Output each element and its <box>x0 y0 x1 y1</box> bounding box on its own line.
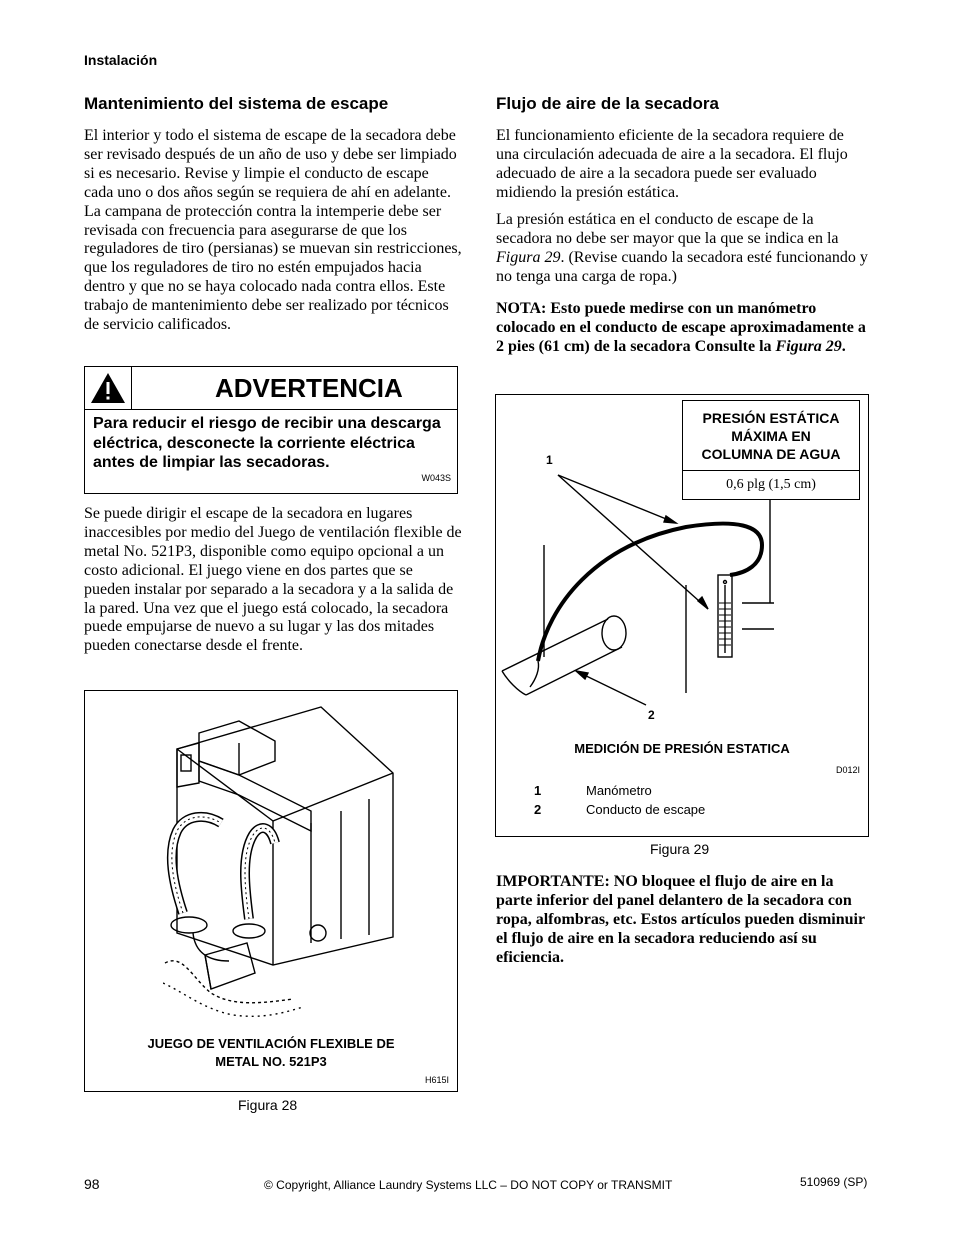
note-text-a: NOTA: Esto puede medirse con un manómetro colocado en el conducto de escape aproximadamente a 2 pies (61 cm) de la secadora Consulte la <box>496 300 866 355</box>
note-paragraph <box>496 300 870 357</box>
warning-title: ADVERTENCIA <box>215 373 403 403</box>
pressure-measurement-diagram <box>496 395 868 735</box>
figure-28-caption-line1: JUEGO DE VENTILACIÓN FLEXIBLE DE <box>147 1036 395 1051</box>
important-paragraph: IMPORTANTE: NO bloquee el flujo de aire en la parte inferior del panel delantero de la secadora con ropa, alfombras, etc. Estos artículos pueden disminuir el flujo de aire en la secadora reduciendo así su eficiencia. <box>496 873 865 966</box>
callout-1: 1 <box>546 453 553 467</box>
airflow-paragraph-1: El funcionamiento eficiente de la secadora requiere de una circulación adecuada de aire a la secadora. El flujo adecuado de aire a la secadora puede ser evaluado midiendo la presión estática. <box>496 127 848 201</box>
figure-28-code: H615I <box>424 1075 449 1085</box>
legend-item-number: 1 <box>534 783 542 798</box>
figure-29-legend <box>534 781 705 819</box>
warning-box <box>84 366 458 494</box>
pressure-table-header-line2: MÁXIMA EN <box>731 428 811 444</box>
figure-28 <box>84 690 458 1092</box>
figure-29 <box>495 394 869 837</box>
figure-29-title: MEDICIÓN DE PRESIÓN ESTATICA <box>574 741 790 756</box>
figure-29-label: Figura 29 <box>650 841 710 857</box>
legend-item-number: 2 <box>534 802 542 817</box>
warning-text: Para reducir el riesgo de recibir una descarga eléctrica, desconecte la corriente eléctrica antes de limpiar las secadoras. <box>93 415 441 471</box>
note-text-b: . <box>841 337 846 355</box>
dryer-vent-kit-illustration <box>163 703 403 1019</box>
section-label: Instalación <box>84 52 158 68</box>
legend-item <box>534 781 705 800</box>
maintenance-heading: Mantenimiento del sistema de escape <box>84 94 389 113</box>
vent-kit-paragraph: Se puede dirigir el escape de la secadora en lugares inaccesibles por medio del Juego de ventilación flexible de metal No. 521P3, disponible como equipo opcional a un costo adicional. El juego viene en dos partes que se pueden instalar por separado a la secadora y a la salida de la pared. Una vez que el juego está colocado, la secadora puede empujarse de nuevo a su lugar y las dos mitades pueden conectarse desde el frente. <box>84 505 462 655</box>
warning-code: W043S <box>421 473 451 483</box>
maintenance-paragraph: El interior y todo el sistema de escape de la secadora debe ser revisado después de un año de uso y debe ser limpiado si es necesario. Revise y limpie el conducto de escape cada uno o dos años según se requiera de ahí en adelante. La campana de protección contra la intemperie debe ser revisada con frecuencia para asegurarse de que los reguladores de tiro (persianas) se muevan sin restricciones, que los reguladores de tiro no estén empujados hacia dentro y que no se haya colocado nada contra ellos. Este trabajo de mantenimiento debe ser realizado por técnicos de servicio calificados. <box>84 127 462 334</box>
pressure-table-header-line1: PRESIÓN ESTÁTICA <box>702 410 840 426</box>
figure-28-caption-line2: METAL NO. 521P3 <box>215 1054 327 1069</box>
document-number: 510969 (SP) <box>800 1175 868 1189</box>
warning-icon <box>85 367 132 409</box>
page-number: 98 <box>84 1176 100 1192</box>
note-figure-reference: Figura 29 <box>775 337 842 355</box>
pressure-table-header-line3: COLUMNA DE AGUA <box>701 446 841 462</box>
figure-29-reference: Figura 29 <box>496 248 561 266</box>
legend-item <box>534 800 705 819</box>
airflow-heading: Flujo de aire de la secadora <box>496 94 719 113</box>
copyright-notice: © Copyright, Alliance Laundry Systems LLC – DO NOT COPY or TRANSMIT <box>264 1178 673 1192</box>
warning-header <box>85 367 457 410</box>
legend-item-text: Manómetro <box>586 783 652 798</box>
figure-29-code: D012I <box>835 765 860 775</box>
figure-28-caption <box>85 1035 457 1071</box>
airflow-paragraph-2-text-a: La presión estática en el conducto de escape de la secadora no debe ser mayor que la que se indica en la <box>496 211 839 247</box>
callout-2: 2 <box>648 708 655 722</box>
airflow-paragraph-2 <box>496 211 870 287</box>
legend-item-text: Conducto de escape <box>586 802 706 817</box>
pressure-table-value: 0,6 plg (1,5 cm) <box>726 477 816 492</box>
figure-28-label: Figura 28 <box>238 1097 298 1113</box>
airflow-paragraph-2-text-b: . (Revise cuando la secadora esté funcionando y no tenga una carga de ropa.) <box>496 248 868 285</box>
